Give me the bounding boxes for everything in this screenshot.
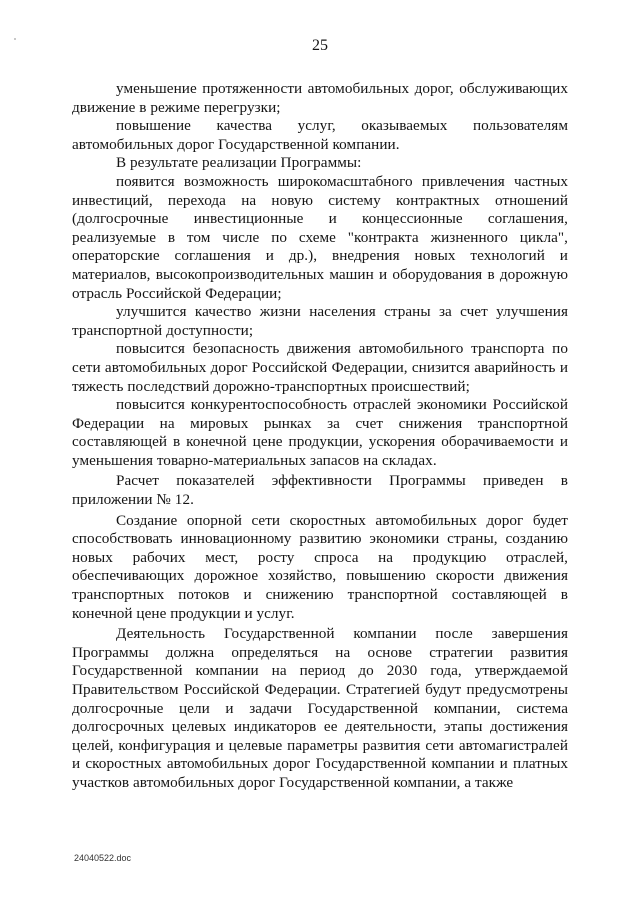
document-file-code: 24040522.doc	[74, 853, 132, 863]
paragraph-reduce-overloaded-roads: уменьшение протяженности автомобильных дорог, обслуживающих движение в режиме перегрузки;	[72, 80, 568, 116]
paragraph-traffic-safety: повысится безопасность движения автомобильного транспорта по сети автомобильных дорог Российской Федерации, снизится аварийность и тяжесть последствий дорожно-транспортных происшествий;	[72, 340, 568, 395]
paragraph-efficiency-indicators: Расчет показателей эффективности Программы приведен в приложении № 12.	[72, 472, 568, 509]
paragraph-company-strategy: Деятельность Государственной компании после завершения Программы должна определяться на основе стратегии развития Государственной компании на период до 2030 года, утверждаемой Правительством Российской Федерации. Стратегией будут предусмотрены долгосрочные цели и задачи Государственной компании, система долгосрочных целевых индикаторов ее деятельности, этапы достижения целей, конфигурация и целевые параметры развития сети автомагистралей и скоростных автомобильных дорог Государственной компании и платных участков автомобильных дорог Государственной компании, а также	[72, 625, 568, 791]
page-number: 25	[312, 37, 328, 54]
paragraph-quality-of-life: улучшится качество жизни населения страны за счет улучшения транспортной доступности;	[72, 303, 568, 339]
paragraph-private-investment: появится возможность широкомасштабного привлечения частных инвестиций, перехода на новую систему контрактных отношений (долгосрочные инвестиционные и концессионные соглашения, реализуемые в том числе по схеме "контракта жизненного цикла", операторские соглашения и др.), внедрения новых технологий и материалов, высокопроизводительных машин и оборудования в дорожную отрасль Российской Федерации;	[72, 172, 568, 302]
document-body	[72, 80, 568, 793]
paragraph-program-results-intro: В результате реализации Программы:	[116, 154, 362, 172]
paragraph-service-quality: повышение качества услуг, оказываемых пользователям автомобильных дорог Государственной компании.	[72, 117, 568, 153]
paragraph-express-road-network: Создание опорной сети скоростных автомобильных дорог будет способствовать инновационному развитию экономики страны, созданию новых рабочих мест, росту спроса на продукцию отраслей, обеспечивающих дорожное хозяйство, повышению скорости движения транспортных потоков и снижению транспортной составляющей в конечной цене продукции и услуг.	[72, 511, 568, 622]
paragraph-competitiveness: повысится конкурентоспособность отраслей экономики Российской Федерации на мировых рынках за счет снижения транспортной составляющей в конечной цене продукции, ускорения оборачиваемости и уменьшения товарно-материальных запасов на складах.	[72, 396, 568, 469]
